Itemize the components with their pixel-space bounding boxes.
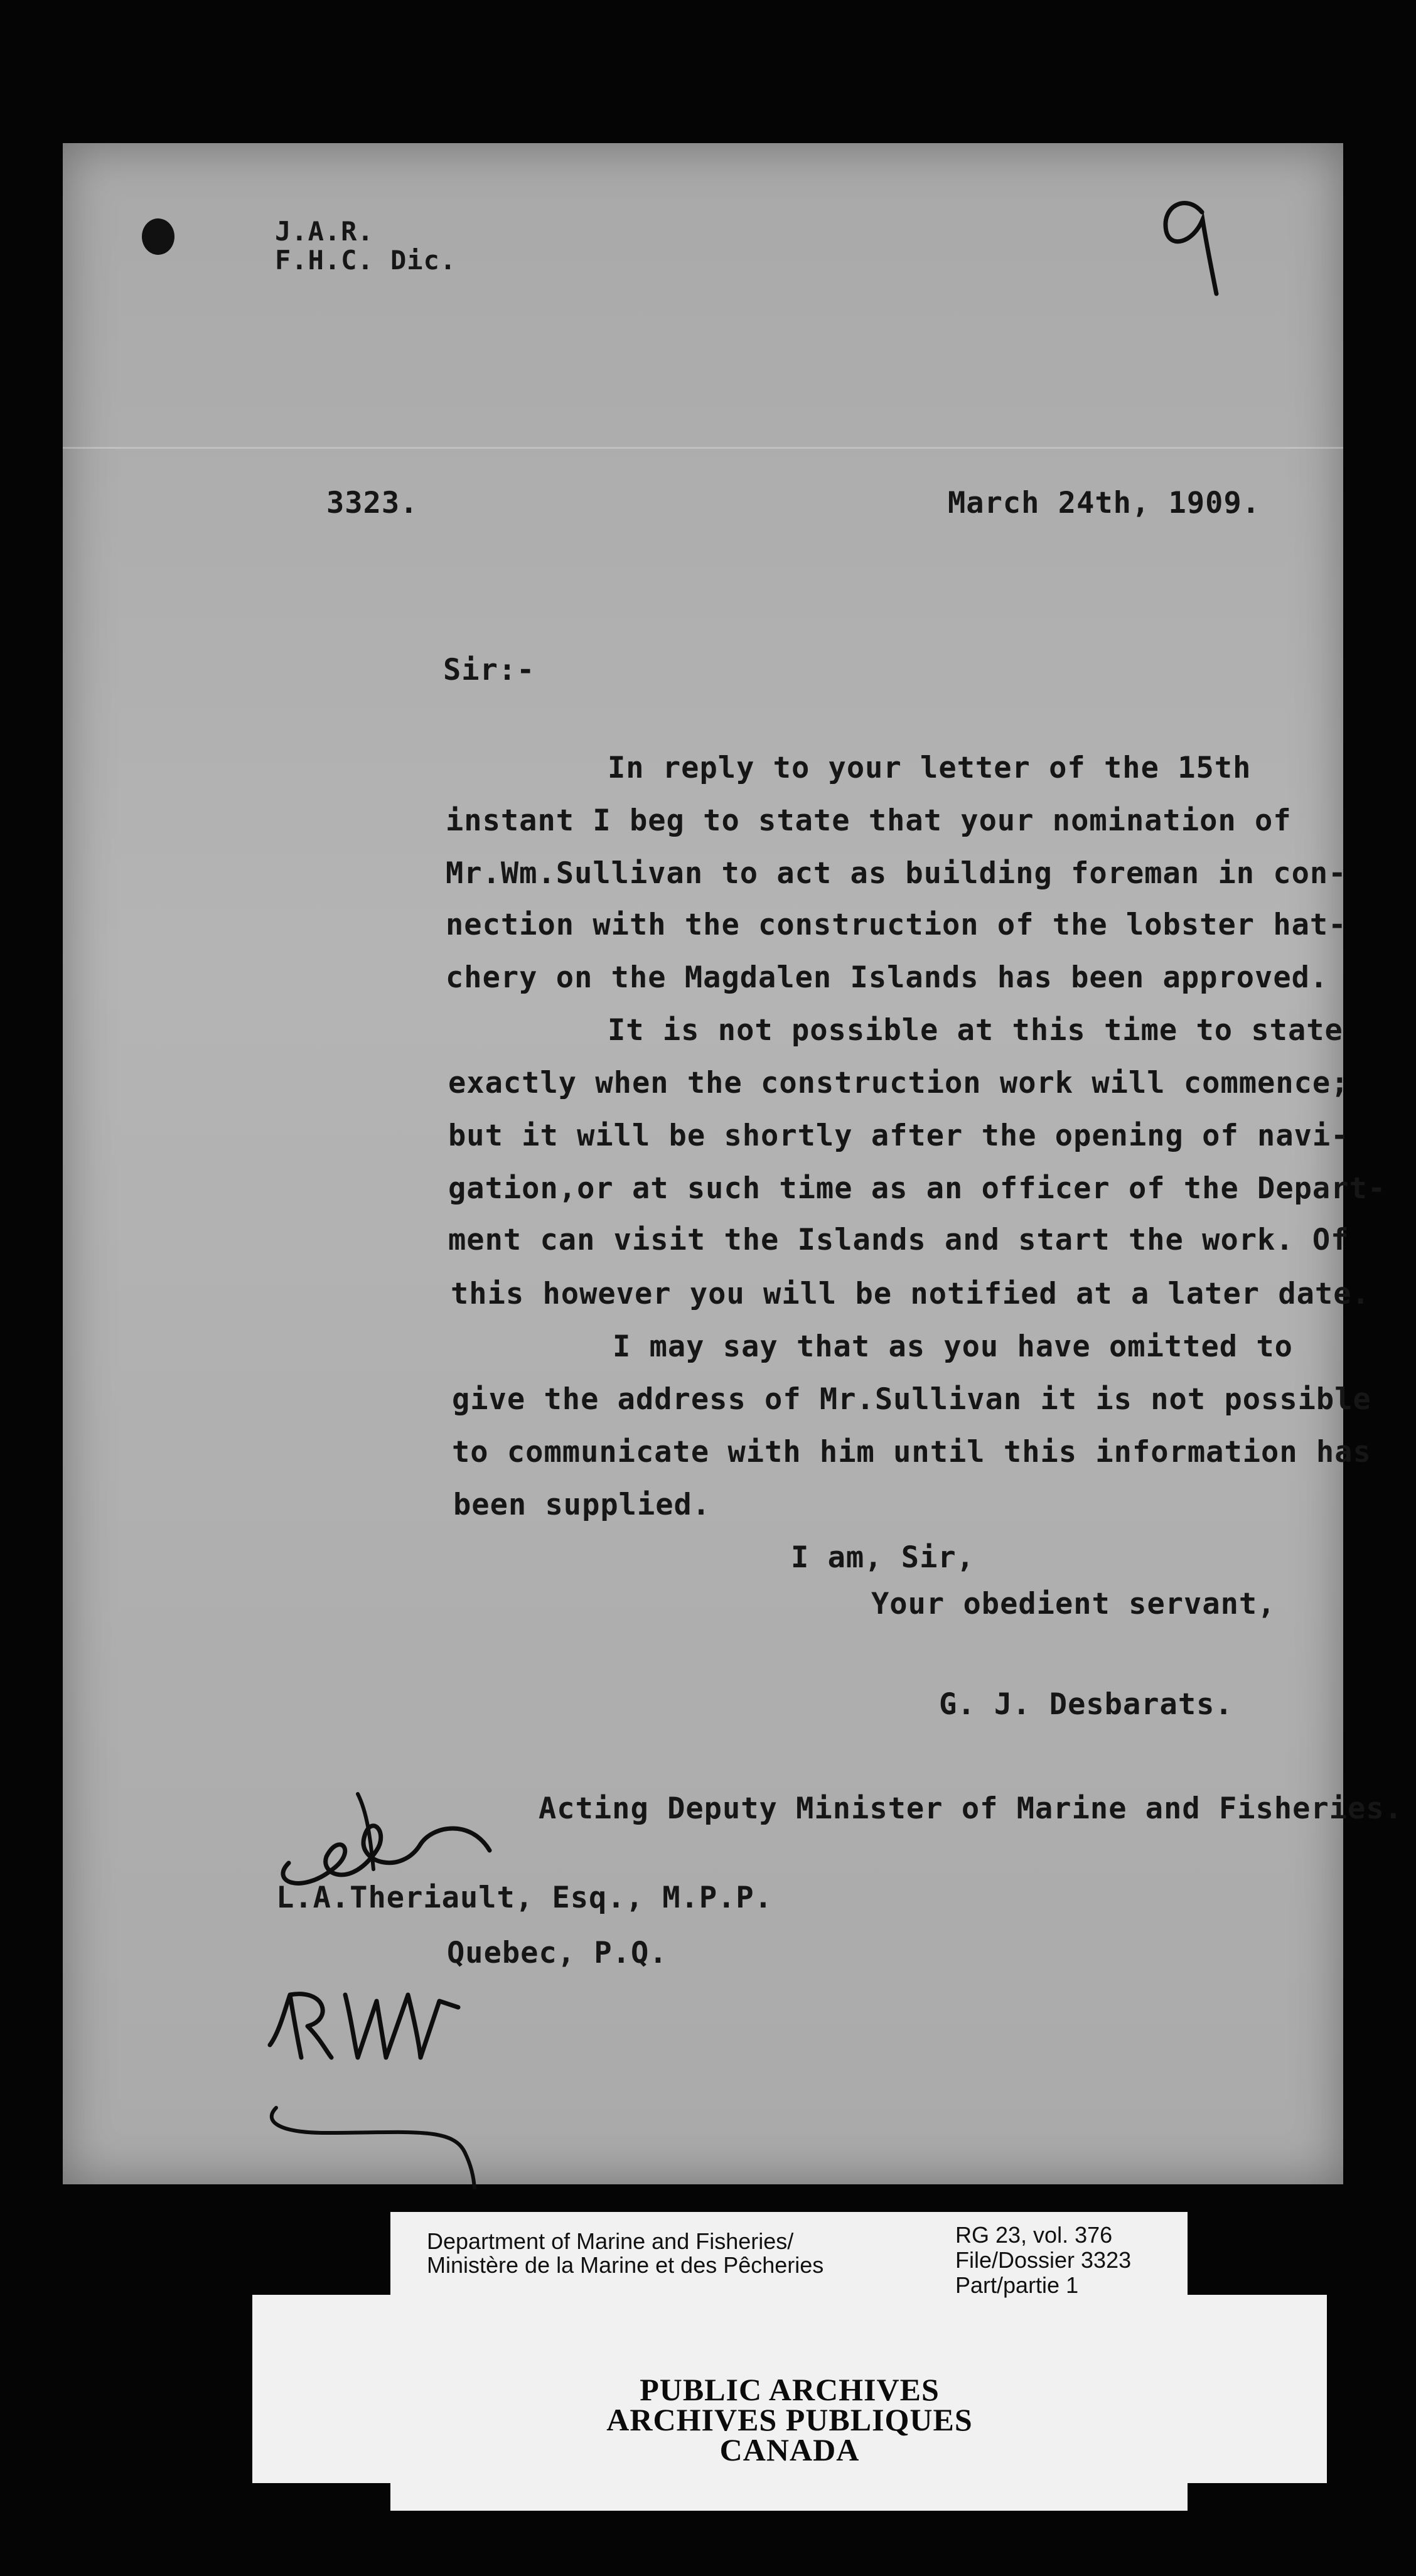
signer-title: Acting Deputy Minister of Marine and Fisheries. — [539, 1791, 1403, 1826]
addressee-city: Quebec, P.Q. — [447, 1936, 668, 1970]
stamp-line-3: CANADA — [719, 2432, 860, 2467]
department-fr: Ministère de la Marine et des Pêcheries — [427, 2252, 824, 2278]
stamp-line-2: ARCHIVES PUBLIQUES — [606, 2402, 973, 2437]
handwritten-initials — [251, 1963, 603, 2189]
closing-line-1: I am, Sir, — [791, 1540, 975, 1575]
body-line: exactly when the construction work will commence; — [448, 1066, 1349, 1100]
addressee-name: L.A.Theriault, Esq., M.P.P. — [276, 1881, 773, 1915]
signer-name: G. J. Desbarats. — [939, 1687, 1233, 1722]
body-line: give the address of Mr.Sullivan it is not possible — [452, 1382, 1371, 1417]
stamp-line-1: PUBLIC ARCHIVES — [640, 2372, 940, 2407]
body-line: this however you will be notified at a later date. — [451, 1277, 1370, 1311]
body-line: to communicate with him until this information has — [452, 1435, 1371, 1469]
body-line: gation,or at such time as an officer of the Depart- — [448, 1171, 1386, 1206]
initials-line-2: F.H.C. Dic. — [275, 245, 457, 276]
fold-line — [63, 447, 1343, 449]
body-line: instant I beg to state that your nomination of — [446, 803, 1292, 838]
letter-sheet — [63, 143, 1403, 2184]
file-reference: File/Dossier 3323 — [955, 2247, 1132, 2273]
handwritten-flourish — [264, 1775, 527, 1913]
body-line: ment can visit the Islands and start the work. Of — [448, 1223, 1349, 1257]
body-line: been supplied. — [453, 1488, 711, 1522]
body-line: but it will be shortly after the opening of navi- — [448, 1119, 1349, 1153]
record-group: RG 23, vol. 376 — [955, 2222, 1113, 2248]
page-number-handwritten — [1142, 181, 1236, 306]
file-number: 3323. — [326, 486, 419, 520]
salutation: Sir:- — [443, 653, 535, 687]
body-line: chery on the Magdalen Islands has been approved. — [446, 960, 1329, 995]
closing-line-2: Your obedient servant, — [871, 1587, 1276, 1621]
punch-hole — [142, 218, 174, 255]
body-line: Mr.Wm.Sullivan to act as building foreman in con- — [446, 856, 1347, 891]
department-en: Department of Marine and Fisheries/ — [427, 2228, 794, 2254]
body-line: It is not possible at this time to state — [608, 1013, 1343, 1048]
body-line: I may say that as you have omitted to — [613, 1329, 1293, 1364]
letter-date: March 24th, 1909. — [948, 486, 1261, 520]
handwritten-initials-text: RMW — [251, 1963, 252, 1964]
body-line: In reply to your letter of the 15th — [608, 751, 1252, 785]
part-reference: Part/partie 1 — [955, 2272, 1079, 2298]
initials-line-1: J.A.R. — [275, 216, 374, 247]
body-line: nection with the construction of the lobster hat- — [446, 908, 1347, 942]
